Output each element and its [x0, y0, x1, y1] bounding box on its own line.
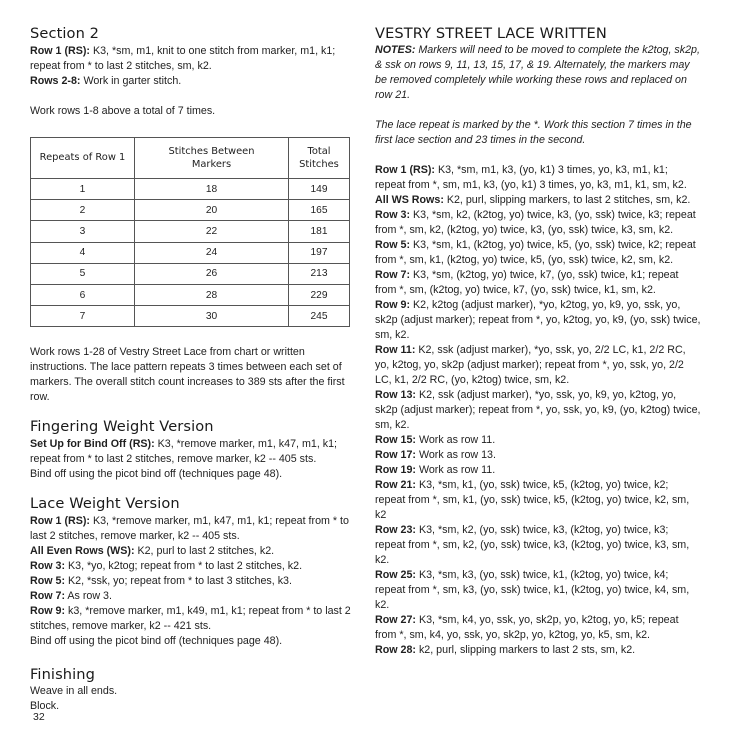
row-text: K3, *sm, k1, (yo, ssk) twice, k5, (k2tog, yo) twice, k2; repeat from *, sm, k1, (yo, ssk) twice, k5, (k2tog, yo) twice, k2, sm, k2	[375, 479, 690, 521]
row-lead: Rows 2-8:	[30, 75, 81, 87]
lace-rows	[375, 163, 701, 658]
stitches-between-cell: 26	[135, 263, 289, 284]
row-lead: All Even Rows (WS):	[30, 545, 135, 558]
fingering-heading: Fingering Weight Version	[30, 418, 214, 436]
lace-bindoff: Bind off using the picot bind off (techniques page 48).	[30, 635, 283, 648]
total-stitches-cell: 165	[289, 200, 350, 221]
table-row	[31, 263, 350, 284]
finishing-heading: Finishing	[30, 666, 96, 684]
section2-rows2-8	[30, 74, 356, 89]
table-row	[31, 221, 350, 242]
row-text: K3, *yo, k2tog; repeat from * to last 2 stitches, k2.	[65, 560, 303, 573]
total-stitches-cell: 229	[289, 284, 350, 305]
lace-row-instruction	[375, 448, 701, 463]
lace-row-instruction	[30, 514, 356, 544]
total-stitches-cell: 245	[289, 306, 350, 327]
row-lead: Row 3:	[30, 560, 66, 573]
table-row	[31, 242, 350, 263]
lace-heading: Lace Weight Version	[30, 495, 180, 513]
row-lead: Row 1 (RS):	[30, 515, 90, 528]
row-text: K2, k2tog (adjust marker), *yo, k2tog, yo, k9, yo, ssk, yo, sk2p (adjust marker); repeat from *, yo, k2tog, yo, k9, (yo, ssk) twice, sm, k2.	[375, 299, 701, 341]
lace-row-instruction	[375, 193, 701, 208]
row-text: K2, ssk (adjust marker), *yo, ssk, yo, 2/2 LC, k1, 2/2 RC, yo, k2tog, yo, sk2p (adjust marker); repeat from *, yo, ssk, yo, 2/2 LC, k1, 2/2 RC, (yo, k2tog) twice, sm, k2.	[375, 344, 686, 386]
lace-row-instruction	[375, 388, 701, 433]
lace-row-instruction	[375, 463, 701, 478]
lace-row-instruction	[375, 478, 701, 523]
lace-row-instruction	[375, 268, 701, 298]
lace-row-instruction	[30, 589, 356, 604]
lace-row-instruction	[30, 574, 356, 589]
row-lead: All WS Rows:	[375, 194, 444, 206]
row-text: K2, purl to last 2 stitches, k2.	[134, 545, 275, 558]
finishing-line-1: Weave in all ends.	[30, 685, 118, 698]
row-text: K3, *remove marker, m1, k47, m1, k1; repeat from * to last 2 stitches, remove marker, k2 -- 405 sts.	[30, 438, 338, 466]
row-text: K3, *sm, (k2tog, yo) twice, k7, (yo, ssk) twice, k1; repeat from *, sm, (k2tog, yo) twice, k7, (yo, ssk) twice, k1, sm, k2.	[375, 269, 679, 296]
row-lead: Row 7:	[375, 269, 411, 281]
row-lead: Row 21:	[375, 479, 416, 491]
total-stitches-cell: 149	[289, 179, 350, 200]
row-text: K3, *sm, m1, knit to one stitch from marker, m1, k1; repeat from * to last 2 stitches, sm, k2.	[30, 45, 336, 72]
stitches-between-cell: 20	[135, 200, 289, 221]
lace-row-instruction	[375, 523, 701, 568]
row-text: K2, *ssk, yo; repeat from * to last 3 stitches, k3.	[65, 575, 292, 588]
row-lead: Set Up for Bind Off (RS):	[30, 438, 155, 451]
row-lead: Row 11:	[375, 344, 416, 356]
repeats-cell: 5	[31, 263, 135, 284]
stitches-between-cell: 28	[135, 284, 289, 305]
repeat-note: The lace repeat is marked by the *. Work this section 7 times in the first lace section and 23 times in the second.	[375, 119, 692, 146]
row-text: K3, *sm, k3, (yo, ssk) twice, k1, (k2tog, yo) twice, k4; repeat from *, sm, k3, (yo, ssk) twice, k1, (k2tog, yo) twice, k4, sm, k2.	[375, 569, 690, 611]
lace-row-instruction	[375, 613, 701, 643]
row-text: k3, *remove marker, m1, k49, m1, k1; repeat from * to last 2 stitches, remove marker, k2 -- 421 sts.	[30, 605, 351, 633]
row-text: K3, *sm, k4, yo, ssk, yo, sk2p, yo, k2tog, yo, k5; repeat from *, sm, k4, yo, ssk, yo, sk2p, yo, k2tog, yo, k5, sm, k2.	[375, 614, 679, 641]
notes-paragraph	[375, 43, 701, 103]
row-lead: Row 1 (RS):	[30, 45, 90, 57]
lace-instructions	[30, 514, 356, 634]
row-lead: Row 13:	[375, 389, 416, 401]
table-row	[31, 306, 350, 327]
lace-row-instruction	[375, 208, 701, 238]
row-lead: Row 1 (RS):	[375, 164, 435, 176]
total-stitches-cell: 197	[289, 242, 350, 263]
repeats-cell: 6	[31, 284, 135, 305]
stitches-between-cell: 22	[135, 221, 289, 242]
lace-row-instruction	[30, 544, 356, 559]
repeats-table	[30, 137, 350, 327]
stitches-between-cell: 30	[135, 306, 289, 327]
row-lead: Row 9:	[30, 605, 66, 618]
row-text: Work in garter stitch.	[80, 75, 182, 87]
total-stitches-cell: 181	[289, 221, 350, 242]
row-lead: Row 17:	[375, 449, 416, 461]
lace-row-instruction	[375, 298, 701, 343]
stitches-between-cell: 24	[135, 242, 289, 263]
repeats-cell: 2	[31, 200, 135, 221]
row-lead: Row 9:	[375, 299, 411, 311]
row-text: K3, *sm, m1, k3, (yo, k1) 3 times, yo, k3, m1, k1; repeat from *, sm, m1, k3, (yo, k1) 3 times, yo, k3, m1, k1, sm, k2.	[375, 164, 687, 191]
fingering-bindoff: Bind off using the picot bind off (techniques page 48).	[30, 468, 283, 481]
row-lead: Row 3:	[375, 209, 411, 221]
row-text: k2, purl, slipping markers to last 2 sts, sm, k2.	[415, 644, 636, 656]
left-column	[30, 25, 356, 714]
table-header-row	[31, 138, 350, 179]
table-row	[31, 284, 350, 305]
notes-text: Markers will need to be moved to complete the k2tog, sk2p, & ssk on rows 9, 11, 13, 15, 17, & 19. Alternately, the markers may be removed completely while working these rows and replaced on row 21.	[375, 44, 700, 101]
lace-row-instruction	[375, 433, 701, 448]
row-lead: Row 5:	[30, 575, 66, 588]
right-column	[375, 25, 701, 658]
repeats-cell: 4	[31, 242, 135, 263]
table-body	[31, 179, 350, 327]
row-text: K3, *remove marker, m1, k47, m1, k1; repeat from * to last 2 stitches, remove marker, k2 -- 405 sts.	[30, 515, 349, 543]
row-lead: Row 7:	[30, 590, 66, 603]
notes-lead: NOTES:	[375, 44, 416, 56]
page-number: 32	[33, 711, 45, 723]
section2-work-rows: Work rows 1-8 above a total of 7 times.	[30, 105, 216, 117]
row-lead: Row 23:	[375, 524, 416, 536]
fingering-setup	[30, 437, 356, 467]
row-lead: Row 5:	[375, 239, 411, 251]
lace-row-instruction	[375, 238, 701, 268]
row-lead: Row 25:	[375, 569, 416, 581]
header-total: Total Stitches	[289, 138, 350, 179]
row-lead: Row 15:	[375, 434, 416, 446]
section2-row1	[30, 44, 356, 74]
table-row	[31, 200, 350, 221]
row-lead: Row 19:	[375, 464, 416, 476]
lace-row-instruction	[375, 643, 701, 658]
row-text: K2, ssk (adjust marker), *yo, ssk, yo, k9, yo, k2tog, yo, sk2p (adjust marker); repeat from *, yo, ssk, yo, k9, (yo, k2tog) twice, sm, k2.	[375, 389, 701, 431]
finishing-line-2: Block.	[30, 700, 60, 713]
repeats-cell: 3	[31, 221, 135, 242]
repeats-cell: 7	[31, 306, 135, 327]
row-text: K3, *sm, k2, (k2tog, yo) twice, k3, (yo, ssk) twice, k3; repeat from *, sm, k2, (k2tog, yo) twice, k3, (yo, ssk) twice, k3, sm, k2.	[375, 209, 696, 236]
row-text: As row 3.	[65, 590, 112, 603]
repeats-cell: 1	[31, 179, 135, 200]
header-stitches-between: Stitches Between Markers	[135, 138, 289, 179]
lace-row-instruction	[30, 559, 356, 574]
lace-row-instruction	[375, 568, 701, 613]
row-text: K3, *sm, k1, (k2tog, yo) twice, k5, (yo, ssk) twice, k2; repeat from *, sm, k1, (k2tog, yo) twice, k5, (yo, ssk) twice, k2, sm, k2.	[375, 239, 696, 266]
total-stitches-cell: 213	[289, 263, 350, 284]
header-repeats: Repeats of Row 1	[31, 138, 135, 179]
row-lead: Row 27:	[375, 614, 416, 626]
row-text: K3, *sm, k2, (yo, ssk) twice, k3, (k2tog, yo) twice, k3; repeat from *, sm, k2, (yo, ssk) twice, k3, (k2tog, yo) twice, k3, sm, k2.	[375, 524, 690, 566]
row-text: Work as row 11.	[415, 464, 496, 476]
table-row	[31, 179, 350, 200]
lace-row-instruction	[375, 163, 701, 193]
stitches-between-cell: 18	[135, 179, 289, 200]
vestry-street-heading: VESTRY STREET LACE WRITTEN	[375, 25, 607, 42]
row-text: Work as row 11.	[415, 434, 496, 446]
row-text: K2, purl, slipping markers, to last 2 stitches, sm, k2.	[443, 194, 691, 206]
lace-row-instruction	[30, 604, 356, 634]
after-table-text: Work rows 1-28 of Vestry Street Lace from chart or written instructions. The lace pattern repeats 3 times between each set of markers. The overall stitch count increases to 389 sts after the first row.	[30, 346, 345, 404]
row-lead: Row 28:	[375, 644, 416, 656]
section2-heading: Section 2	[30, 25, 100, 42]
lace-row-instruction	[375, 343, 701, 388]
row-text: Work as row 13.	[415, 449, 496, 461]
